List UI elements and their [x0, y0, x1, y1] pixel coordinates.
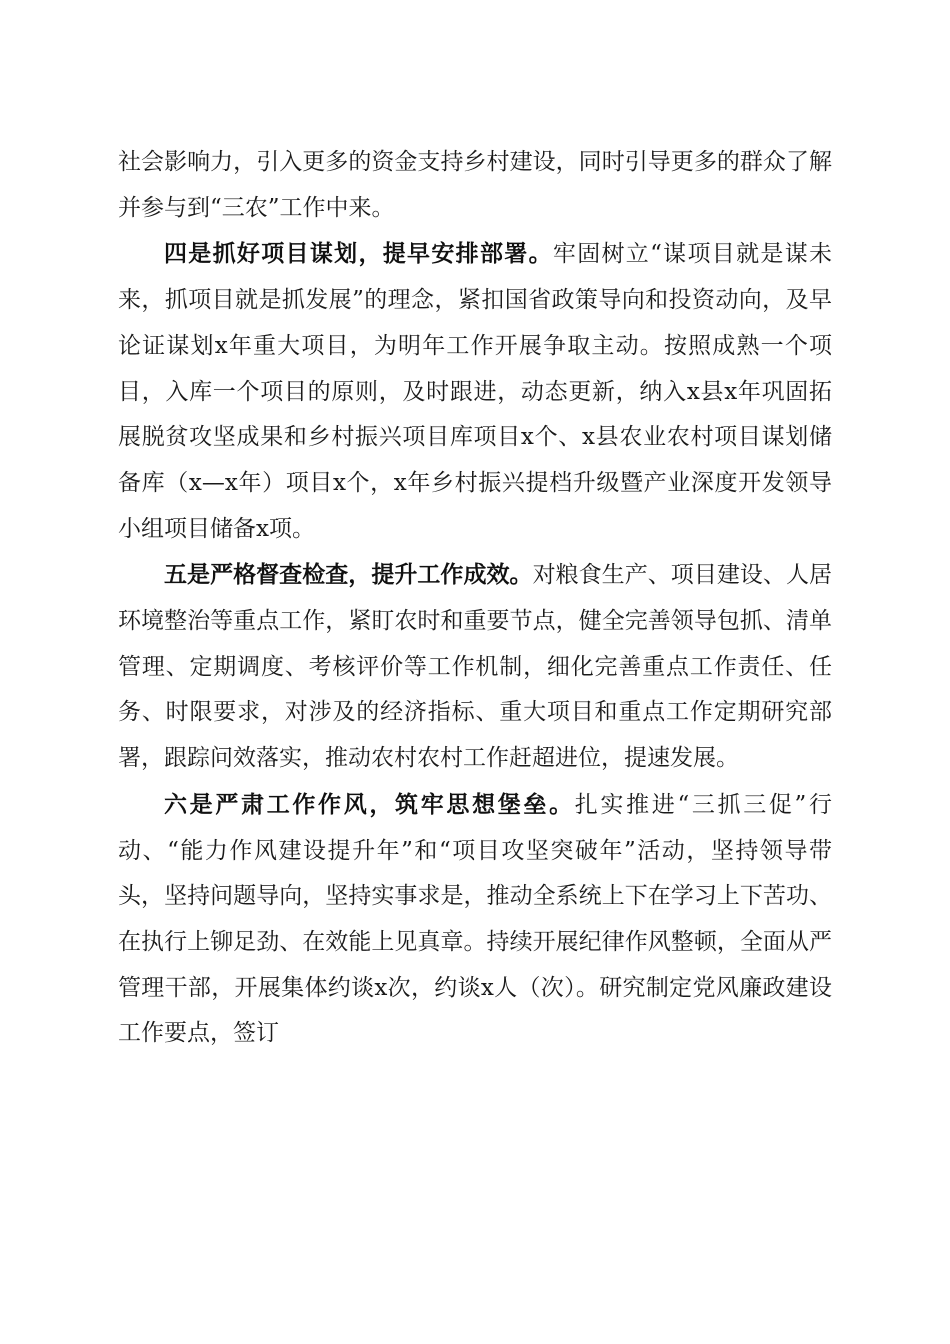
paragraph-text: 对粮食生产、项目建设、人居环境整治等重点工作，紧盯农时和重要节点，健全完善领导包抓、清单管理、定期调度、考核评价等工作机制，细化完善重点工作责任、任务、时限要求，对涉及的经济指标、重大项目和重点工作定期研究部署，跟踪问效落实，推动农村农村工作赶超进位，提速发展。 [118, 562, 833, 772]
paragraph-text: 社会影响力，引入更多的资金支持乡村建设，同时引导更多的群众了解并参与到“三农”工作中来。 [118, 149, 832, 221]
paragraph-lead: 四是抓好项目谋划，提早安排部署。 [164, 240, 553, 268]
paragraph-item-five [118, 552, 832, 782]
paragraph-text: 扎实推进“三抓三促”行动、“能力作风建设提升年”和“项目攻坚突破年”活动，坚持领导带头，坚持问题导向，坚持实事求是，推动全系统上下在学习上下苦功、在执行上铆足劲、在效能上见真章。持续开展纪律作风整顿，全面从严管理干部，开展集体约谈x次，约谈x人（次）。研究制定党风廉政建设工作要点，签订 [118, 791, 832, 1047]
paragraph-item-six [118, 782, 832, 1057]
paragraph-item-four [118, 231, 832, 552]
paragraph-text: 牢固树立“谋项目就是谋未来，抓项目就是抓发展”的理念，紧扣国省政策导向和投资动向，及早论证谋划x年重大项目，为明年工作开展争取主动。按照成熟一个项目，入库一个项目的原则，及时跟进，动态更新，纳入x县x年巩固拓展脱贫攻坚成果和乡村振兴项目库项目x个、x县农业农村项目谋划储备库（x—x年）项目x个，x年乡村振兴提档升级暨产业深度开发领导小组项目储备x项。 [118, 241, 833, 542]
paragraph-lead: 五是严格督查检查，提升工作成效。 [164, 561, 533, 589]
paragraph-continuation [118, 140, 832, 231]
paragraph-lead: 六是严肃工作作风，筑牢思想堡垒。 [164, 790, 575, 818]
document-body [118, 140, 832, 1057]
